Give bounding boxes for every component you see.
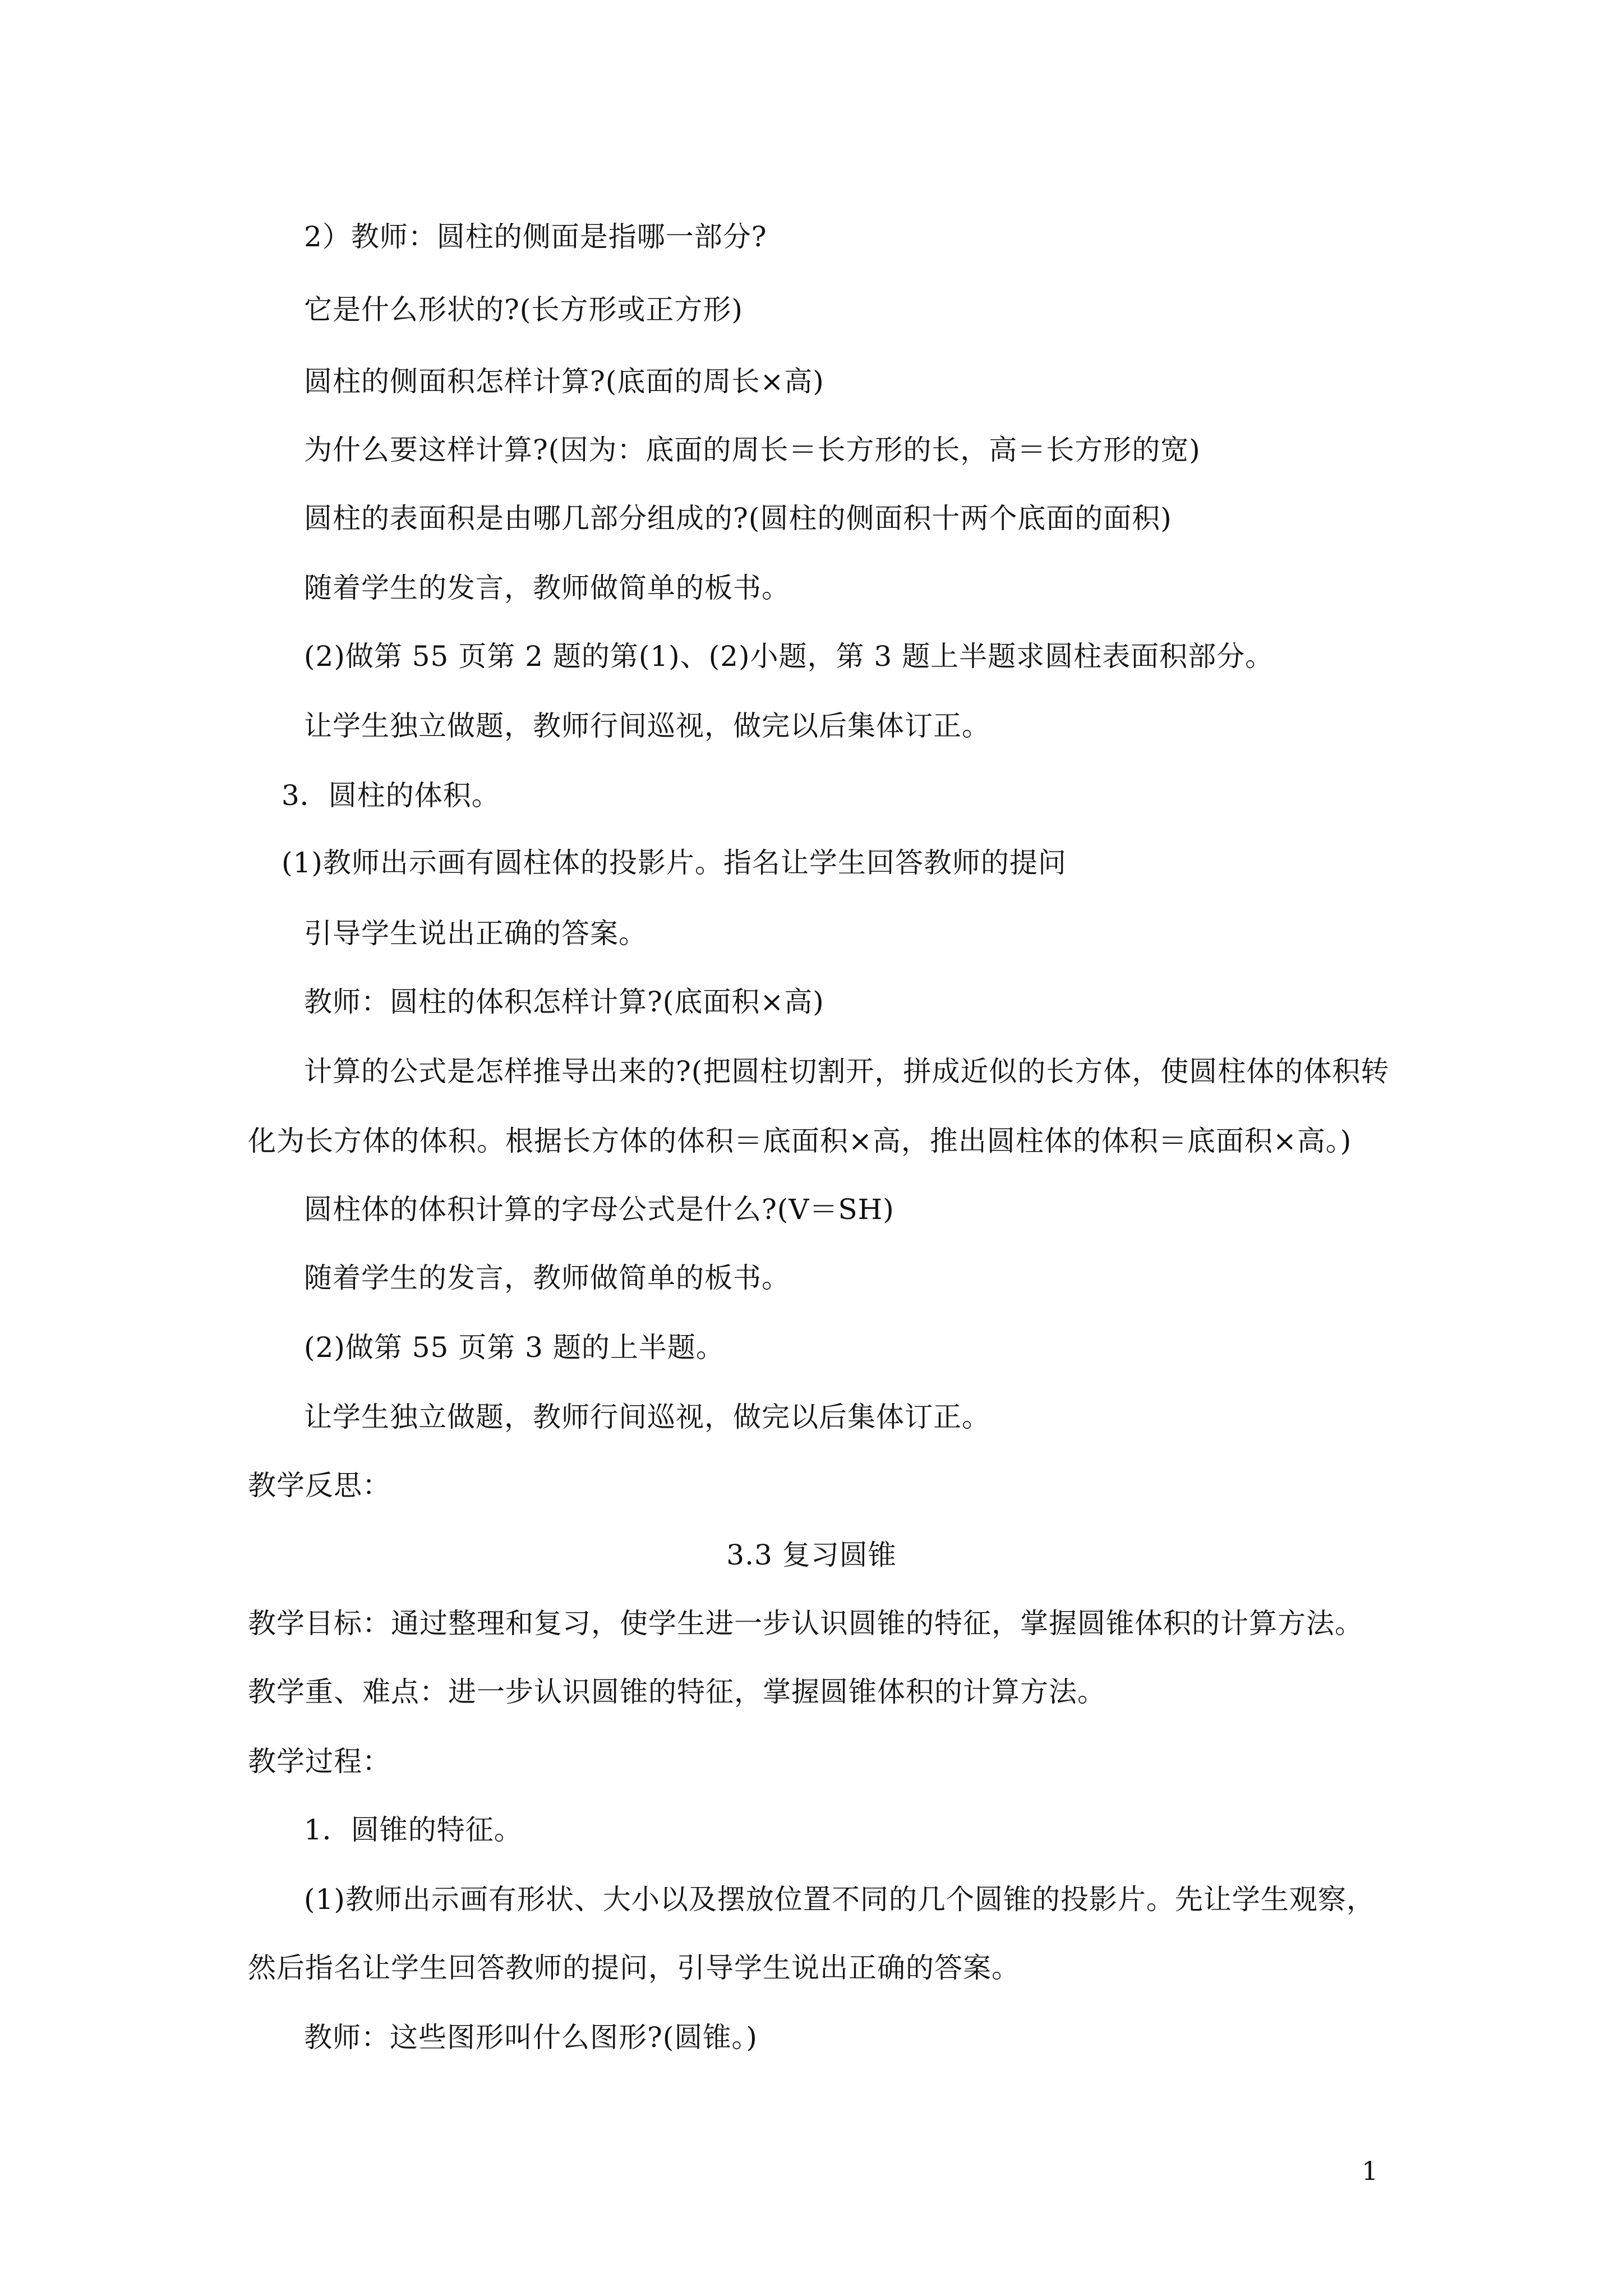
- text-line: (1)教师出示画有形状、大小以及摆放位置不同的几个圆锥的投影片。先让学生观察，: [304, 1883, 1375, 1916]
- section-heading: 1．圆锥的特征。: [304, 1814, 523, 1846]
- text-line: 化为长方体的体积。根据长方体的体积＝底面积×高，推出圆柱体的体积＝底面积×高。): [248, 1125, 1352, 1157]
- text-line: 圆柱体的体积计算的字母公式是什么?(V＝SH): [304, 1193, 895, 1226]
- text-line: 圆柱的侧面积怎样计算?(底面的周长×高): [304, 365, 824, 398]
- text-line: 圆柱的表面积是由哪几部分组成的?(圆柱的侧面积十两个底面的面积): [304, 502, 1172, 535]
- text-line: 随着学生的发言，教师做简单的板书。: [304, 1262, 790, 1294]
- text-line: 教学重、难点：进一步认识圆锥的特征，掌握圆锥体积的计算方法。: [248, 1676, 1106, 1708]
- text-line: 它是什么形状的?(长方形或正方形): [304, 293, 743, 326]
- text-line: 然后指名让学生回答教师的提问，引导学生说出正确的答案。: [248, 1952, 1020, 1984]
- text-line: 教学过程：: [248, 1745, 391, 1778]
- text-line: 随着学生的发言，教师做简单的板书。: [304, 572, 790, 604]
- text-line: 为什么要这样计算?(因为：底面的周长＝长方形的长，高＝长方形的宽): [304, 434, 1201, 466]
- text-line: (2)做第 55 页第 3 题的上半题。: [304, 1331, 725, 1364]
- text-line: 2）教师：圆柱的侧面是指哪一部分?: [304, 220, 767, 253]
- text-line: 让学生独立做题，教师行间巡视，做完以后集体订正。: [304, 710, 990, 742]
- text-line: 教师：这些图形叫什么图形?(圆锥。): [304, 2021, 758, 2054]
- text-line: (1)教师出示画有圆柱体的投影片。指名让学生回答教师的提问: [282, 846, 1067, 879]
- text-line: 引导学生说出正确的答案。: [304, 917, 647, 950]
- text-line: 计算的公式是怎样推导出来的?(把圆柱切割开，拼成近似的长方体，使圆柱体的体积转: [304, 1055, 1390, 1088]
- text-line: 教学目标：通过整理和复习，使学生进一步认识圆锥的特征，掌握圆锥体积的计算方法。: [248, 1607, 1363, 1640]
- section-title: 3.3 复习圆锥: [726, 1539, 897, 1571]
- reflection-label: 教学反思：: [248, 1469, 391, 1502]
- text-line: (2)做第 55 页第 2 题的第(1)、(2)小题，第 3 题上半题求圆柱表面积部分。: [304, 640, 1274, 673]
- page-number: 1: [1362, 2156, 1378, 2186]
- text-line: 让学生独立做题，教师行间巡视，做完以后集体订正。: [304, 1401, 990, 1433]
- text-line: 教师：圆柱的体积怎样计算?(底面积×高): [304, 986, 824, 1018]
- section-heading: 3．圆柱的体积。: [282, 779, 500, 812]
